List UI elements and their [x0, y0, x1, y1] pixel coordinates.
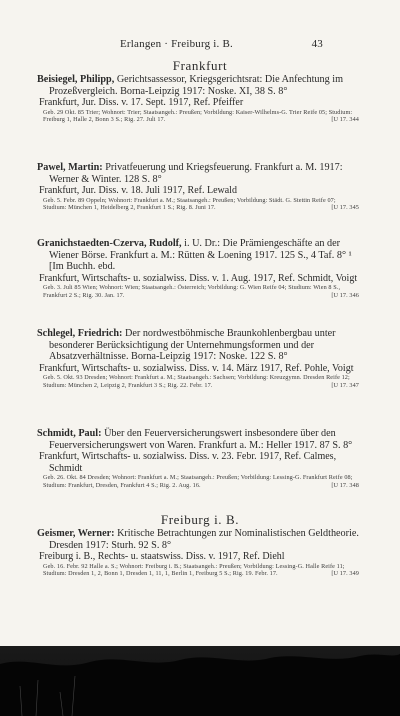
entry-vita-text: Geb. 3. Juli 85 Wien; Wohnort: Wien; Staatsangeh.: Österreich; Vorbildung: G. Wien Reife 04; Studium: Wien 8 S., Frankfurt 2 S.; Rig. 30. Jan. 17. — [43, 284, 341, 299]
entry — [37, 162, 359, 212]
page-number: 43 — [311, 38, 323, 50]
entry-author: Pawel, Martin: — [37, 162, 103, 173]
entry-title — [37, 428, 359, 451]
entry-vita — [43, 109, 359, 124]
entry-vita — [43, 563, 359, 578]
entry-reference: [U 17. 346 — [331, 291, 359, 299]
entry-author: Schlegel, Friedrich: — [37, 328, 123, 339]
entry-vita — [43, 374, 359, 389]
entry-vita — [43, 284, 359, 299]
entry-author: Geismer, Werner: — [37, 528, 115, 539]
section-heading-freiburg: Freiburg i. B. — [160, 512, 240, 527]
entry-title — [37, 328, 359, 363]
entry-vita-text: Geb. 5. Febr. 89 Oppeln; Wohnort: Frankfurt a. M.; Staatsangeh.: Preußen; Vorbildung: Städt. G. Stettin Reife 07; Studium: München 1, Heidelberg 2, Frankfurt 1 S.; Rig. 8. Juni 17. — [43, 196, 336, 212]
entry-dissertation: Frankfurt, Wirtschafts- u. sozialwiss. Diss. v. 14. März 1917, Ref. Pohle, Voigt — [39, 362, 354, 374]
entry-author: Granichstaedten-Czerva, Rudolf, — [37, 238, 182, 249]
entry-reference: [U 17. 345 — [331, 204, 359, 212]
scan-edge-band — [0, 646, 400, 716]
entry-author: Schmidt, Paul: — [37, 428, 102, 439]
entry-work: Gerichtsassessor, Kriegsgerichtsrat: Die Anfechtung im Prozeßvergleich. Borna-Leipzig 1917: Noske. XI, 38 S. 8° — [49, 74, 344, 97]
scan-noise-graphic — [0, 646, 400, 716]
entry-dissertation: Frankfurt, Jur. Diss. v. 17. Sept. 1917, Ref. Pfeiffer — [39, 97, 244, 109]
entry-reference: [U 17. 348 — [331, 481, 359, 489]
entry-vita — [43, 197, 359, 212]
entry-work: Privatfeuerung und Kriegsfeuerung. Frankfurt a. M. 1917: Werner & Winter. 128 S. 8° — [49, 162, 343, 185]
running-head-title: Erlangen · Freiburg i. B. — [120, 38, 233, 50]
entry-title — [37, 162, 359, 185]
entry — [37, 528, 359, 578]
entry-vita — [43, 474, 359, 489]
entry — [37, 328, 359, 389]
section-heading-frankfurt: Frankfurt — [172, 58, 228, 73]
entry — [37, 428, 359, 489]
entry-vita-text: Geb. 5. Okt. 93 Dresden; Wohnort: Frankfurt a. M.; Staatsangeh.: Sachsen; Vorbildung: Kreuzgymn. Dresden Reife 12; Studium: München 2, Leipzig 2, Frankfurt 3 S.; Rig. 22. Febr. 17. — [43, 374, 350, 389]
entry-work: i. U. Dr.: Die Prämiengeschäfte an der Wiener Börse. Frankfurt a. M.: Rütten & Loening 1917. 125 S., 4 Taf. 8° ¹ [Im Buchh. ebd. — [49, 238, 352, 273]
entry-dissertation: Frankfurt, Wirtschafts- u. sozialwiss. Diss. v. 23. Febr. 1917, Ref. Calmes, Schmidt — [39, 451, 337, 474]
entry-dissertation: Frankfurt, Jur. Diss. v. 18. Juli 1917, Ref. Lewald — [39, 185, 237, 197]
entry-dissertation: Freiburg i. B., Rechts- u. staatswiss. Diss. v. 1917, Ref. Diehl — [39, 551, 285, 563]
running-head — [120, 38, 323, 50]
entry-title — [37, 74, 359, 97]
entry-work: Über den Feuerversicherungswert insbesondere über den Feuerversicherungswert von Waren. Frankfurt a. M.: Heller 1917. 87 S. 8° — [49, 428, 353, 451]
entry-work: Kritische Betrachtungen zur Nominalistischen Geldtheorie. Dresden 1917: Sturh. 92 S. 8° — [49, 528, 359, 551]
entry-author: Beisiegel, Philipp, — [37, 74, 115, 85]
entry-title — [37, 238, 359, 273]
entry-reference: [U 17. 347 — [331, 381, 359, 389]
entry-dissertation: Frankfurt, Wirtschafts- u. sozialwiss. Diss. v. 1. Aug. 1917, Ref. Schmidt, Voigt — [39, 272, 358, 284]
entry-title — [37, 528, 359, 551]
entry-reference: [U 17. 349 — [331, 570, 359, 578]
entry-vita-text: Geb. 26. Okt. 84 Dresden; Wohnort: Frankfurt a. M.; Staatsangeh.: Preußen; Vorbildung: Lessing-G. Frankfurt Reife 08; Studium: Frankfurt, Dresden, Frankfurt 4 S.; Rig. 2. Aug. 16. — [43, 474, 353, 489]
entry-vita-text: Geb. 16. Febr. 92 Halle a. S.; Wohnort: Freiburg i. B.; Staatsangeh.: Preußen; Vorbildung: Lessing-G. Halle Reife 11; Studium: Dresden 1, 2, Bonn 1, Dresden 1, 11, 1, Berlin 1, Freiburg 5 S.; Rig. 19. Febr. 17. — [43, 562, 345, 578]
entry — [37, 74, 359, 124]
entry — [37, 238, 359, 299]
entry-work: Der nordwestböhmische Braunkohlenbergbau unter besonderer Berücksichtigung der Unternehmungsformen und der Absatzverhältnisse. Borna-Leipzig 1917: Noske. 122 S. 8° — [49, 328, 336, 363]
entry-vita-text: Geb. 29 Okt. 85 Trier; Wohnort: Trier; Staatsangeh.: Preußen; Vorbildung: Kaiser-Wilhelms-G. Trier Reife 05; Studium: Freiburg 1, Halle 2, Bonn 3 S.; Rig. 27. Juli 17. — [43, 108, 353, 124]
entry-reference: [U 17. 344 — [331, 116, 359, 124]
